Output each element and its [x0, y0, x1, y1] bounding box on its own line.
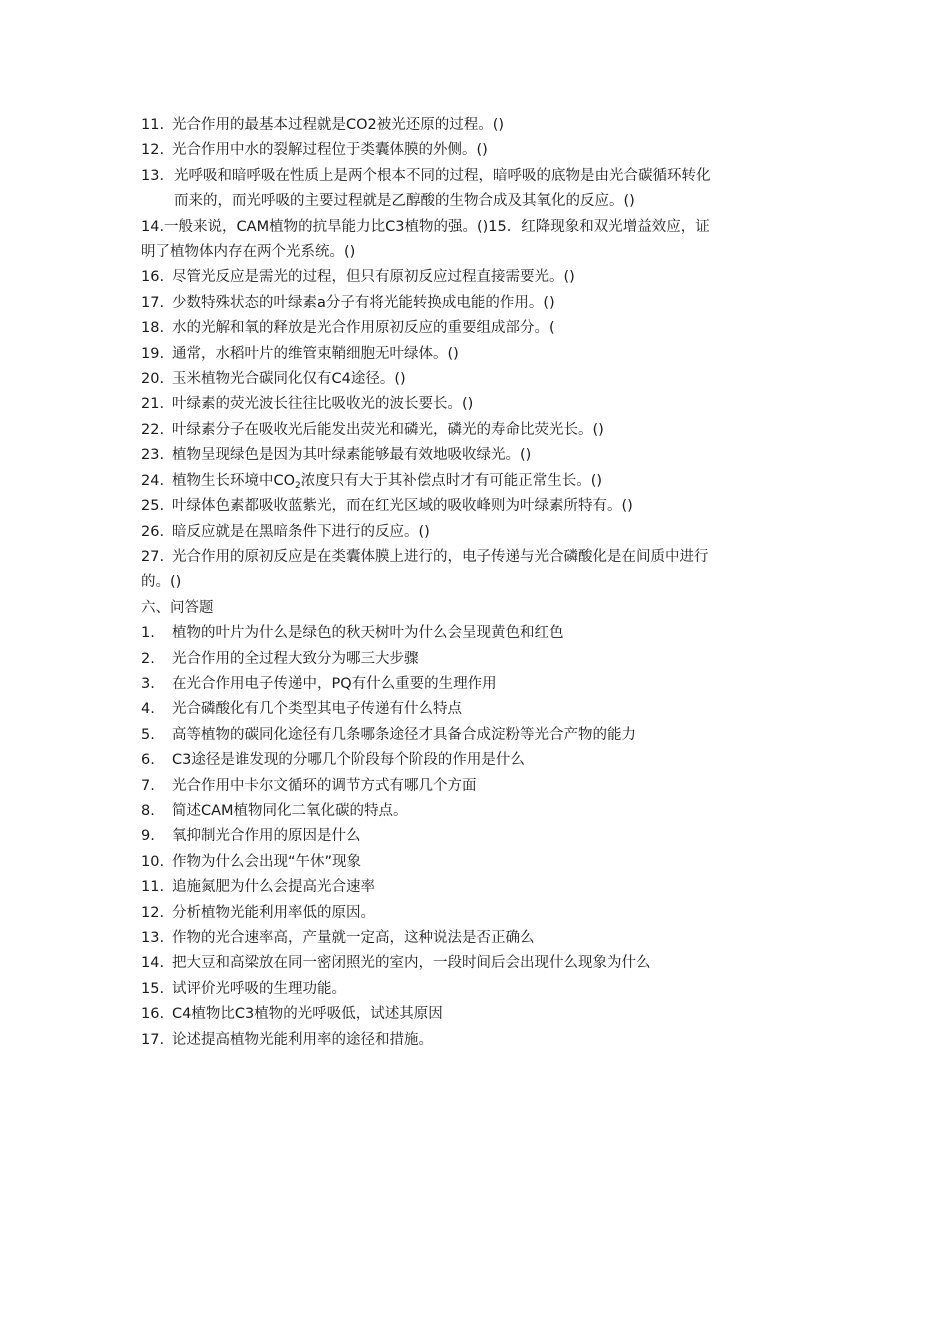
item-number: 12. [141, 904, 165, 921]
question-item [141, 824, 811, 849]
question-item [141, 1028, 811, 1053]
item-number: 3. [141, 675, 155, 692]
item-text [172, 469, 811, 494]
item-number: 18. [141, 320, 165, 337]
tf-item-12 [141, 138, 811, 163]
item-number: 5. [141, 726, 155, 743]
item-number: 9. [141, 828, 155, 845]
item-number: 16. [141, 269, 165, 286]
item-text: C3途径是谁发现的分哪几个阶段每个阶段的作用是什么 [172, 752, 525, 769]
tf-item-23 [141, 443, 811, 468]
tf-item-20 [141, 367, 811, 392]
item-text: 简述CAM植物同化二氧化碳的特点。 [172, 802, 408, 819]
item-text: 叶绿素的荧光波长往往比吸收光的波长要长。() [172, 396, 474, 413]
item-text: 高等植物的碳同化途径有几条哪条途径才具备合成淀粉等光合产物的能力 [172, 726, 636, 743]
item-number: 6. [141, 752, 155, 769]
tf-item-13 [141, 164, 811, 215]
item-number: 11. [141, 117, 165, 133]
item-text: 在光合作用电子传递中，PQ有什么重要的生理作用 [172, 675, 497, 692]
item-number: 7. [141, 777, 155, 794]
item-number: 17. [141, 1031, 165, 1048]
item-text: 分析植物光能利用率低的原因。 [172, 904, 375, 921]
item-text: 光合磷酸化有几个类型其电子传递有什么特点 [172, 701, 462, 718]
tf-item-25 [141, 494, 811, 519]
tf-item-17 [141, 291, 811, 316]
tf-item-27-line2: 的。() [141, 574, 182, 591]
tf-item-11 [141, 113, 811, 138]
item-text: 光合作用的全过程大致分为哪三大步骤 [172, 650, 419, 667]
question-item [141, 850, 811, 875]
tf-item-16 [141, 265, 811, 290]
item-text: 把大豆和高梁放在同一密闭照光的室内，一段时间后会出现什么现象为什么 [172, 955, 651, 972]
item-number: 27. [141, 548, 165, 565]
tf-item-26 [141, 520, 811, 545]
item-number: 13. [141, 930, 165, 946]
item-number: 25. [141, 498, 165, 515]
document-content [141, 113, 811, 1053]
item-text-post: 浓度只有大于其补偿点时才有可能正常生长。() [300, 472, 603, 489]
item-text: 少数特殊状态的叶绿素a分子有将光能转换成电能的作用。() [172, 294, 555, 311]
item-number: 14. [141, 955, 165, 972]
item-number: 12. [141, 142, 165, 159]
item-number: 4. [141, 701, 155, 718]
item-text: 玉米植物光合碳同化仅有C4途径。() [172, 371, 406, 388]
item-number: 26. [141, 523, 165, 540]
item-text: 植物的叶片为什么是绿色的秋天树叶为什么会呈现黄色和红色 [172, 625, 564, 642]
tf-item-22 [141, 418, 811, 443]
question-item [141, 672, 811, 697]
question-item [141, 723, 811, 748]
item-text: 试评价光呼吸的生理功能。 [172, 980, 346, 997]
item-text: 作物的光合速率高，产量就一定高，这种说法是否正确么 [172, 930, 535, 946]
section-heading: 六、问答题 [141, 599, 214, 616]
question-item [141, 875, 811, 900]
item-text: 叶绿体色素都吸收蓝紫光，而在红光区域的吸收峰则为叶绿素所特有。() [172, 498, 633, 515]
tf-item-14-15-line2: 明了植物体内存在两个光系统。() [141, 244, 356, 261]
item-text: C4植物比C3植物的光呼吸低，试述其原因 [172, 1006, 443, 1023]
tf-item-18 [141, 316, 811, 341]
item-number: 2. [141, 650, 155, 667]
question-item [141, 901, 811, 926]
item-text-pre: 植物生长环境中CO [172, 472, 296, 489]
item-number: 13． [141, 167, 174, 184]
item-number: 11. [141, 879, 165, 896]
tf-item-27 [141, 545, 811, 570]
item-text-line1: 光合作用的原初反应是在类囊体膜上进行的，电子传递与光合磷酸化是在间质中进行 [172, 548, 709, 565]
item-text: 光合作用中卡尔文循环的调节方式有哪几个方面 [172, 777, 477, 794]
subscript-2: 2 [295, 480, 301, 491]
item-number: 20. [141, 371, 165, 388]
item-text: 光合作用的最基本过程就是CO2被光还原的过程。() [172, 117, 505, 133]
question-item [141, 647, 811, 672]
question-item [141, 697, 811, 722]
item-text: 尽管光反应是需光的过程，但只有原初反应过程直接需要光。() [172, 269, 575, 286]
item-text: 作物为什么会出现“午休”现象 [172, 853, 362, 870]
item-number: 10. [141, 853, 165, 870]
item-text: 暗反应就是在黑暗条件下进行的反应。() [172, 523, 430, 540]
question-item [141, 951, 811, 976]
item-number: 19. [141, 345, 165, 362]
tf-item-14-15-line1: 14.一般来说，CAM植物的抗旱能力比C3植物的强。()15．红降现象和双光增益效应，证 [141, 218, 710, 235]
item-text: 追施氮肥为什么会提高光合速率 [172, 879, 375, 896]
question-item [141, 748, 811, 773]
item-number: 21. [141, 396, 165, 413]
item-number: 8. [141, 802, 155, 819]
tf-item-21 [141, 392, 811, 417]
item-number: 24. [141, 472, 165, 489]
question-item [141, 799, 811, 824]
question-item [141, 977, 811, 1002]
item-text-line1: 光呼吸和暗呼吸在性质上是两个根本不同的过程，暗呼吸的底物是由光合碳循环转化 [174, 167, 711, 184]
item-number: 1. [141, 625, 155, 642]
item-text: 植物呈现绿色是因为其叶绿素能够最有效地吸收绿光。() [172, 447, 532, 464]
item-text: 水的光解和氧的释放是光合作用原初反应的重要组成部分。( [172, 320, 555, 337]
item-text: 光合作用中水的裂解过程位于类囊体膜的外侧。() [172, 142, 488, 159]
item-text: 叶绿素分子在吸收光后能发出荧光和磷光，磷光的寿命比荧光长。() [172, 421, 604, 438]
question-item [141, 621, 811, 646]
tf-item-24 [141, 469, 811, 494]
item-text: 论述提高植物光能利用率的途径和措施。 [172, 1031, 433, 1048]
item-number: 17. [141, 294, 165, 311]
question-item [141, 1002, 811, 1027]
question-item [141, 774, 811, 799]
question-item [141, 926, 811, 951]
item-number: 23. [141, 447, 165, 464]
item-text: 氧抑制光合作用的原因是什么 [172, 828, 361, 845]
item-text-line2: 而来的，而光呼吸的主要过程就是乙醇酸的生物合成及其氧化的反应。() [174, 193, 635, 210]
item-text: 通常，水稻叶片的维管束鞘细胞无叶绿体。() [172, 345, 459, 362]
tf-item-19 [141, 342, 811, 367]
item-number: 22. [141, 421, 165, 438]
item-number: 15. [141, 980, 165, 997]
item-number: 16. [141, 1006, 165, 1023]
